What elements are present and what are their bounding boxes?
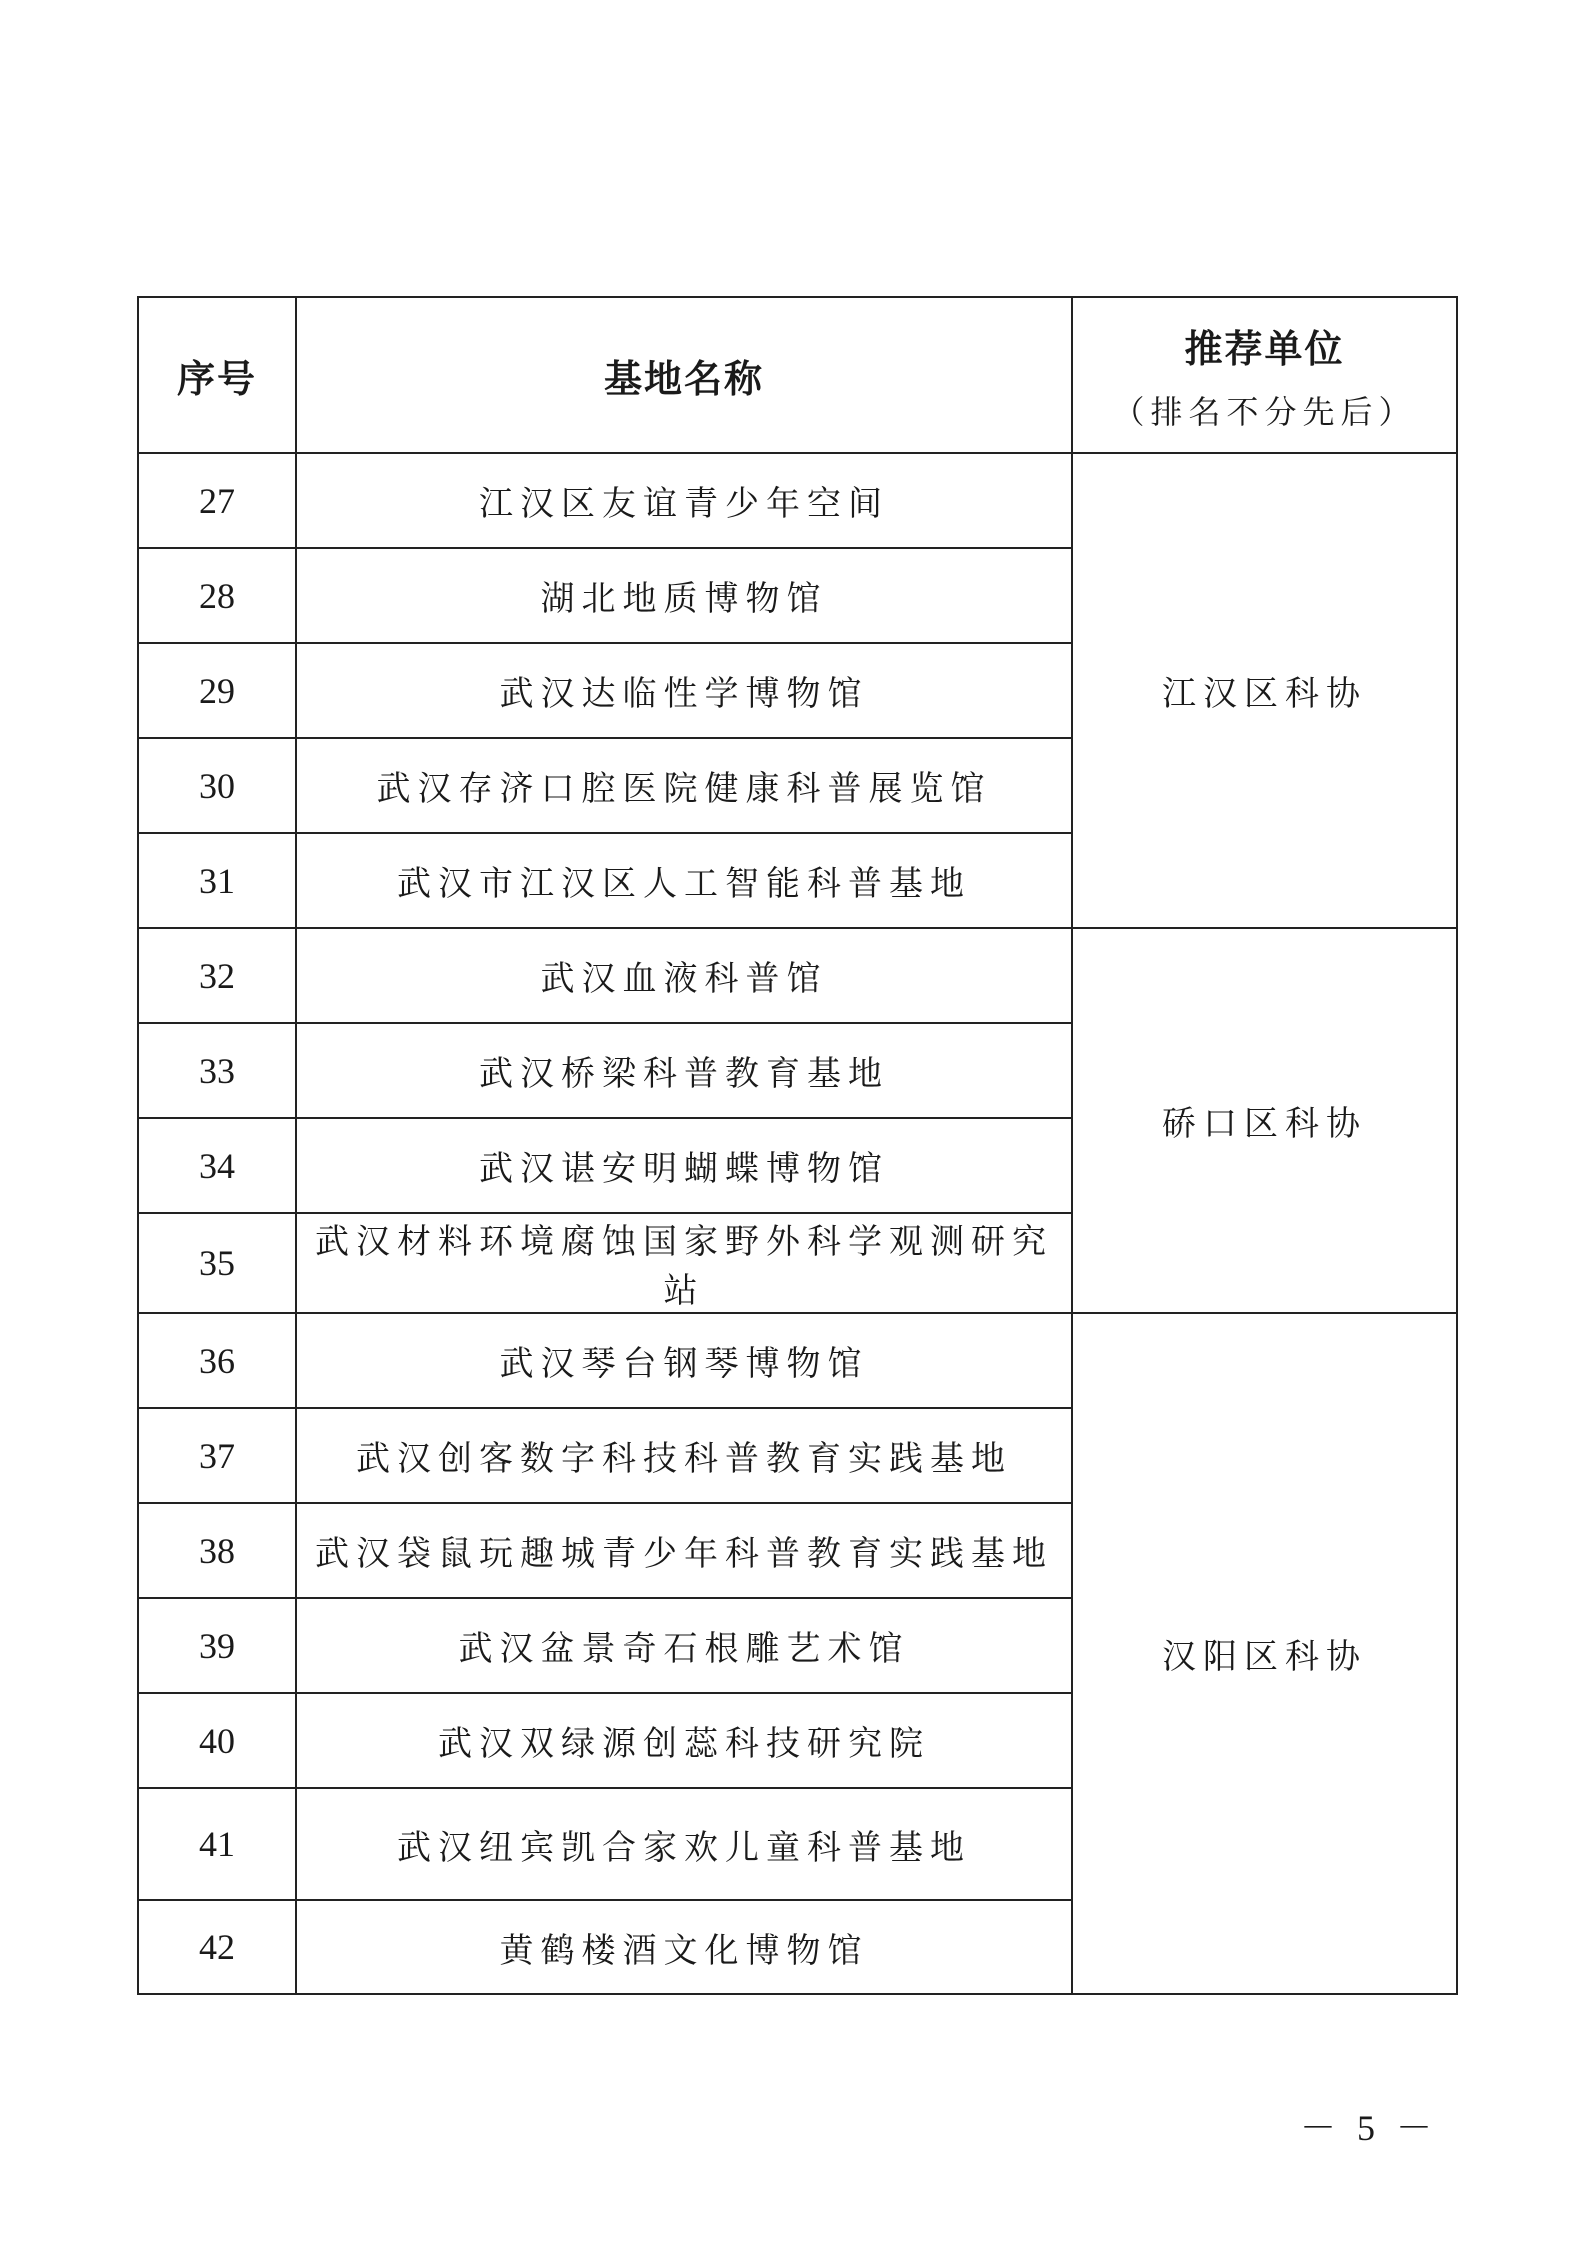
row-base-name: 武汉市江汉区人工智能科普基地 bbox=[296, 833, 1072, 928]
header-name: 基地名称 bbox=[296, 297, 1072, 453]
row-number: 27 bbox=[138, 453, 296, 548]
group-unit: 硚口区科协 bbox=[1072, 928, 1457, 1313]
row-base-name: 武汉创客数字科技科普教育实践基地 bbox=[296, 1408, 1072, 1503]
row-base-name: 武汉谌安明蝴蝶博物馆 bbox=[296, 1118, 1072, 1213]
group-unit: 汉阳区科协 bbox=[1072, 1313, 1457, 1994]
row-number: 35 bbox=[138, 1213, 296, 1313]
row-base-name: 武汉血液科普馆 bbox=[296, 928, 1072, 1023]
row-base-name: 武汉桥梁科普教育基地 bbox=[296, 1023, 1072, 1118]
row-number: 34 bbox=[138, 1118, 296, 1213]
row-number: 32 bbox=[138, 928, 296, 1023]
row-base-name: 武汉材料环境腐蚀国家野外科学观测研究站 bbox=[296, 1213, 1072, 1313]
table-row bbox=[138, 453, 1457, 548]
row-base-name: 武汉袋鼠玩趣城青少年科普教育实践基地 bbox=[296, 1503, 1072, 1598]
table-body bbox=[138, 453, 1457, 1994]
row-number: 30 bbox=[138, 738, 296, 833]
row-base-name: 武汉达临性学博物馆 bbox=[296, 643, 1072, 738]
row-number: 37 bbox=[138, 1408, 296, 1503]
table-header-row bbox=[138, 297, 1457, 453]
header-unit-title: 推荐单位 bbox=[1184, 326, 1345, 371]
row-base-name: 武汉存济口腔医院健康科普展览馆 bbox=[296, 738, 1072, 833]
row-base-name: 黄鹤楼酒文化博物馆 bbox=[296, 1900, 1072, 1994]
row-base-name: 武汉盆景奇石根雕艺术馆 bbox=[296, 1598, 1072, 1693]
row-number: 33 bbox=[138, 1023, 296, 1118]
row-number: 38 bbox=[138, 1503, 296, 1598]
header-unit bbox=[1072, 297, 1457, 453]
row-number: 31 bbox=[138, 833, 296, 928]
table-row bbox=[138, 1313, 1457, 1408]
header-number: 序号 bbox=[138, 297, 296, 453]
row-number: 41 bbox=[138, 1788, 296, 1900]
base-list-table bbox=[137, 296, 1458, 1995]
row-base-name: 武汉双绿源创蕊科技研究院 bbox=[296, 1693, 1072, 1788]
row-number: 40 bbox=[138, 1693, 296, 1788]
group-unit: 江汉区科协 bbox=[1072, 453, 1457, 928]
row-number: 29 bbox=[138, 643, 296, 738]
row-base-name: 武汉琴台钢琴博物馆 bbox=[296, 1313, 1072, 1408]
table-row bbox=[138, 928, 1457, 1023]
row-base-name: 武汉纽宾凯合家欢儿童科普基地 bbox=[296, 1788, 1072, 1900]
row-base-name: 湖北地质博物馆 bbox=[296, 548, 1072, 643]
row-number: 39 bbox=[138, 1598, 296, 1693]
row-base-name: 江汉区友谊青少年空间 bbox=[296, 453, 1072, 548]
row-number: 36 bbox=[138, 1313, 296, 1408]
row-number: 28 bbox=[138, 548, 296, 643]
page-number: － 5 － bbox=[1300, 2108, 1439, 2148]
header-unit-note: （排名不分先后） bbox=[1112, 392, 1417, 431]
row-number: 42 bbox=[138, 1900, 296, 1994]
